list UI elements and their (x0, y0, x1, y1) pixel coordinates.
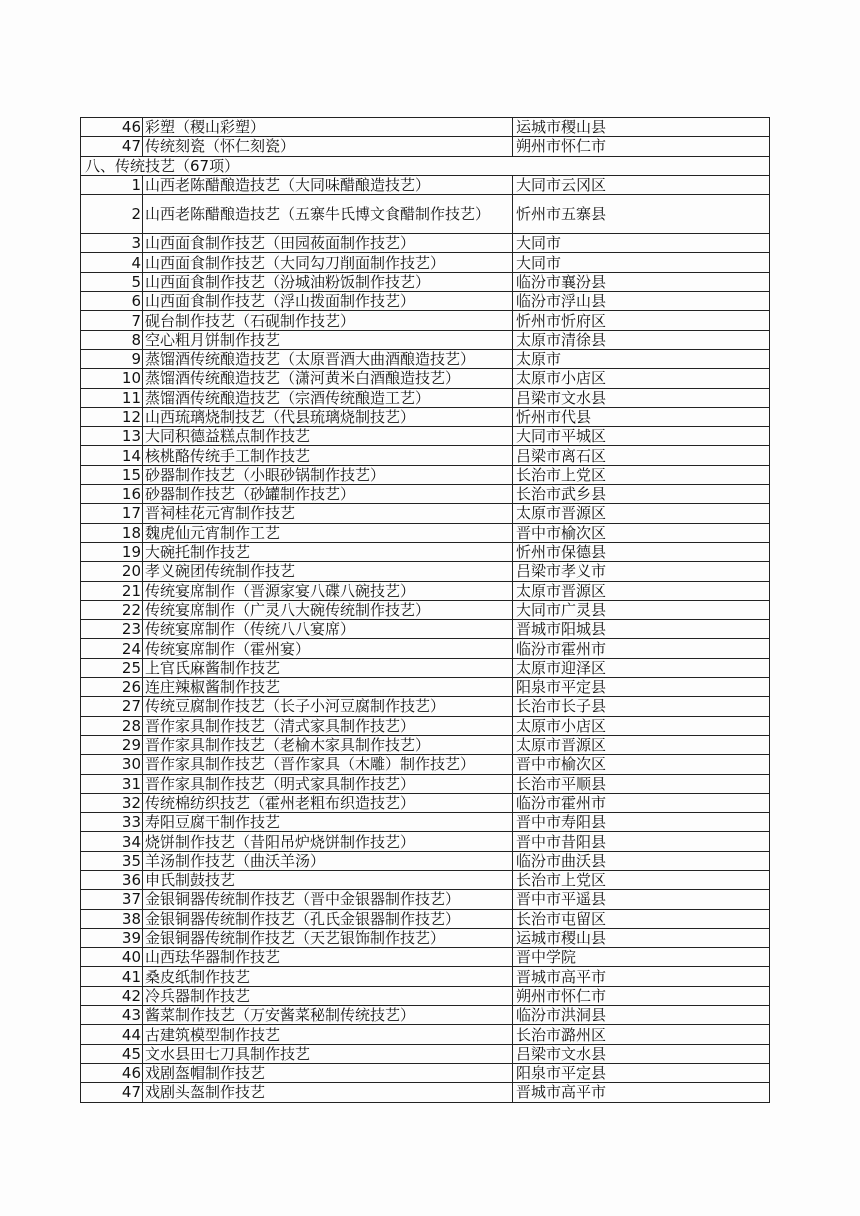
item-name: 魏虎仙元宵制作工艺 (143, 523, 513, 542)
item-name: 晋作家具制作技艺（老榆木家具制作技艺） (143, 735, 513, 754)
table-row (81, 504, 770, 523)
table-row (81, 639, 770, 658)
item-name: 传统棉纺织技艺（霍州老粗布织造技艺） (143, 793, 513, 812)
table-row (81, 427, 770, 446)
item-region: 晋中市昔阳县 (513, 832, 770, 851)
item-name: 核桃酪传统手工制作技艺 (143, 446, 513, 465)
table-row (81, 581, 770, 600)
row-number: 27 (81, 697, 143, 716)
item-name: 空心粗月饼制作技艺 (143, 330, 513, 349)
row-number: 10 (81, 369, 143, 388)
item-region: 晋中市寿阳县 (513, 813, 770, 832)
row-number: 40 (81, 948, 143, 967)
table-row (81, 1063, 770, 1082)
heritage-list-body (81, 118, 770, 1103)
item-name: 山西老陈醋酿造技艺（大同味醋酿造技艺） (143, 175, 513, 194)
item-region: 朔州市怀仁市 (513, 137, 770, 156)
item-region: 阳泉市平定县 (513, 678, 770, 697)
item-name: 大同积德益糕点制作技艺 (143, 427, 513, 446)
row-number: 35 (81, 851, 143, 870)
row-number: 46 (81, 118, 143, 137)
item-name: 连庄辣椒酱制作技艺 (143, 678, 513, 697)
item-region: 长治市长子县 (513, 697, 770, 716)
item-name: 山西面食制作技艺（田园莜面制作技艺） (143, 234, 513, 253)
table-row (81, 697, 770, 716)
item-name: 戏剧盔帽制作技艺 (143, 1063, 513, 1082)
item-region: 晋城市高平市 (513, 967, 770, 986)
table-row (81, 1083, 770, 1102)
item-region: 太原市 (513, 349, 770, 368)
item-name: 山西面食制作技艺（大同勾刀削面制作技艺） (143, 253, 513, 272)
table-row (81, 774, 770, 793)
item-name: 金银铜器传统制作技艺（天艺银饰制作技艺） (143, 928, 513, 947)
table-row (81, 890, 770, 909)
row-number: 16 (81, 485, 143, 504)
row-number: 28 (81, 716, 143, 735)
item-region: 太原市晋源区 (513, 581, 770, 600)
row-number: 13 (81, 427, 143, 446)
item-region: 晋中市平遥县 (513, 890, 770, 909)
row-number: 6 (81, 292, 143, 311)
item-name: 羊汤制作技艺（曲沃羊汤） (143, 851, 513, 870)
table-row (81, 735, 770, 754)
item-name: 孝义碗团传统制作技艺 (143, 562, 513, 581)
item-name: 传统宴席制作（晋源家宴八碟八碗技艺） (143, 581, 513, 600)
item-region: 长治市潞州区 (513, 1025, 770, 1044)
item-region: 晋中市榆次区 (513, 755, 770, 774)
table-row (81, 620, 770, 639)
heritage-list-table (80, 117, 770, 1103)
item-name: 金银铜器传统制作技艺（晋中金银器制作技艺） (143, 890, 513, 909)
row-number: 18 (81, 523, 143, 542)
table-row (81, 793, 770, 812)
item-name: 传统宴席制作（传统八八宴席） (143, 620, 513, 639)
table-row (81, 928, 770, 947)
row-number: 20 (81, 562, 143, 581)
table-row (81, 658, 770, 677)
item-name: 山西珐华器制作技艺 (143, 948, 513, 967)
row-number: 22 (81, 600, 143, 619)
table-row (81, 1044, 770, 1063)
table-row (81, 407, 770, 426)
item-region: 太原市小店区 (513, 716, 770, 735)
item-region: 大同市平城区 (513, 427, 770, 446)
row-number: 9 (81, 349, 143, 368)
row-number: 43 (81, 1006, 143, 1025)
item-name: 金银铜器传统制作技艺（孔氏金银器制作技艺） (143, 909, 513, 928)
row-number: 36 (81, 870, 143, 889)
item-name: 山西琉璃烧制技艺（代县琉璃烧制技艺） (143, 407, 513, 426)
row-number: 46 (81, 1063, 143, 1082)
item-name: 酱菜制作技艺（万安酱菜秘制传统技艺） (143, 1006, 513, 1025)
item-region: 太原市清徐县 (513, 330, 770, 349)
table-row (81, 253, 770, 272)
item-region: 长治市屯留区 (513, 909, 770, 928)
item-name: 山西面食制作技艺（汾城油粉饭制作技艺） (143, 272, 513, 291)
row-number: 44 (81, 1025, 143, 1044)
item-region: 朔州市怀仁市 (513, 986, 770, 1005)
table-row (81, 755, 770, 774)
table-row (81, 118, 770, 137)
row-number: 7 (81, 311, 143, 330)
row-number: 5 (81, 272, 143, 291)
item-region: 忻州市保德县 (513, 542, 770, 561)
row-number: 31 (81, 774, 143, 793)
item-name: 寿阳豆腐干制作技艺 (143, 813, 513, 832)
item-region: 临汾市霍州市 (513, 639, 770, 658)
item-region: 长治市上党区 (513, 465, 770, 484)
row-number: 33 (81, 813, 143, 832)
table-row (81, 311, 770, 330)
row-number: 15 (81, 465, 143, 484)
row-number: 47 (81, 1083, 143, 1102)
item-name: 晋作家具制作技艺（明式家具制作技艺） (143, 774, 513, 793)
item-region: 大同市 (513, 234, 770, 253)
item-name: 山西老陈醋酿造技艺（五寨牛氏博文食醋制作技艺） (143, 195, 513, 234)
item-name: 戏剧头盔制作技艺 (143, 1083, 513, 1102)
item-name: 晋作家具制作技艺（清式家具制作技艺） (143, 716, 513, 735)
item-region: 临汾市霍州市 (513, 793, 770, 812)
item-region: 临汾市襄汾县 (513, 272, 770, 291)
item-region: 太原市迎泽区 (513, 658, 770, 677)
table-row (81, 716, 770, 735)
item-name: 大碗托制作技艺 (143, 542, 513, 561)
item-name: 山西面食制作技艺（浮山拨面制作技艺） (143, 292, 513, 311)
table-row (81, 272, 770, 291)
section-title: 八、传统技艺（67项） (81, 156, 770, 175)
item-region: 长治市武乡县 (513, 485, 770, 504)
table-row (81, 369, 770, 388)
table-row (81, 851, 770, 870)
item-name: 砂器制作技艺（砂罐制作技艺） (143, 485, 513, 504)
table-row (81, 678, 770, 697)
row-number: 21 (81, 581, 143, 600)
item-name: 砚台制作技艺（石砚制作技艺） (143, 311, 513, 330)
table-row (81, 1006, 770, 1025)
table-row (81, 967, 770, 986)
table-row (81, 562, 770, 581)
table-row (81, 388, 770, 407)
item-name: 传统宴席制作（广灵八大碗传统制作技艺） (143, 600, 513, 619)
row-number: 45 (81, 1044, 143, 1063)
row-number: 14 (81, 446, 143, 465)
item-name: 古建筑模型制作技艺 (143, 1025, 513, 1044)
row-number: 26 (81, 678, 143, 697)
item-region: 临汾市洪洞县 (513, 1006, 770, 1025)
item-region: 吕梁市文水县 (513, 1044, 770, 1063)
item-region: 阳泉市平定县 (513, 1063, 770, 1082)
table-row (81, 292, 770, 311)
item-region: 运城市稷山县 (513, 928, 770, 947)
table-row (81, 330, 770, 349)
table-row (81, 137, 770, 156)
item-region: 晋城市高平市 (513, 1083, 770, 1102)
row-number: 3 (81, 234, 143, 253)
item-region: 临汾市曲沃县 (513, 851, 770, 870)
item-region: 太原市小店区 (513, 369, 770, 388)
row-number: 17 (81, 504, 143, 523)
row-number: 41 (81, 967, 143, 986)
item-region: 大同市云冈区 (513, 175, 770, 194)
row-number: 42 (81, 986, 143, 1005)
item-region: 忻州市代县 (513, 407, 770, 426)
item-name: 烧饼制作技艺（昔阳吊炉烧饼制作技艺） (143, 832, 513, 851)
item-name: 传统宴席制作（霍州宴） (143, 639, 513, 658)
item-name: 传统豆腐制作技艺（长子小河豆腐制作技艺） (143, 697, 513, 716)
table-row (81, 175, 770, 194)
row-number: 30 (81, 755, 143, 774)
row-number: 24 (81, 639, 143, 658)
item-name: 彩塑（稷山彩塑） (143, 118, 513, 137)
table-row (81, 909, 770, 928)
table-row (81, 832, 770, 851)
item-region: 运城市稷山县 (513, 118, 770, 137)
item-name: 文水县田七刀具制作技艺 (143, 1044, 513, 1063)
item-region: 晋中市榆次区 (513, 523, 770, 542)
table-row (81, 813, 770, 832)
item-name: 蒸馏酒传统酿造技艺（太原晋酒大曲酒酿造技艺） (143, 349, 513, 368)
item-region: 长治市上党区 (513, 870, 770, 889)
row-number: 32 (81, 793, 143, 812)
row-number: 11 (81, 388, 143, 407)
row-number: 8 (81, 330, 143, 349)
item-region: 临汾市浮山县 (513, 292, 770, 311)
item-region: 大同市广灵县 (513, 600, 770, 619)
item-name: 蒸馏酒传统酿造技艺（宗酒传统酿造工艺） (143, 388, 513, 407)
row-number: 29 (81, 735, 143, 754)
table-row (81, 870, 770, 889)
section-header-row (81, 156, 770, 175)
item-region: 晋中学院 (513, 948, 770, 967)
item-region: 忻州市五寨县 (513, 195, 770, 234)
row-number: 25 (81, 658, 143, 677)
row-number: 34 (81, 832, 143, 851)
item-name: 上官氏麻酱制作技艺 (143, 658, 513, 677)
table-row (81, 948, 770, 967)
item-name: 蒸馏酒传统酿造技艺（潇河黄米白酒酿造技艺） (143, 369, 513, 388)
item-region: 吕梁市孝义市 (513, 562, 770, 581)
row-number: 47 (81, 137, 143, 156)
table-row (81, 349, 770, 368)
row-number: 39 (81, 928, 143, 947)
row-number: 19 (81, 542, 143, 561)
item-name: 晋祠桂花元宵制作技艺 (143, 504, 513, 523)
item-name: 桑皮纸制作技艺 (143, 967, 513, 986)
table-row (81, 523, 770, 542)
row-number: 12 (81, 407, 143, 426)
row-number: 4 (81, 253, 143, 272)
item-region: 吕梁市离石区 (513, 446, 770, 465)
table-row (81, 485, 770, 504)
item-region: 太原市晋源区 (513, 735, 770, 754)
table-row (81, 600, 770, 619)
item-region: 大同市 (513, 253, 770, 272)
table-row (81, 1025, 770, 1044)
row-number: 2 (81, 195, 143, 234)
row-number: 23 (81, 620, 143, 639)
item-name: 晋作家具制作技艺（晋作家具（木雕）制作技艺） (143, 755, 513, 774)
row-number: 1 (81, 175, 143, 194)
item-region: 吕梁市文水县 (513, 388, 770, 407)
item-region: 太原市晋源区 (513, 504, 770, 523)
item-name: 冷兵器制作技艺 (143, 986, 513, 1005)
item-name: 传统刻瓷（怀仁刻瓷） (143, 137, 513, 156)
table-row (81, 446, 770, 465)
table-row (81, 986, 770, 1005)
table-row (81, 195, 770, 234)
table-row (81, 542, 770, 561)
table-row (81, 465, 770, 484)
item-region: 长治市平顺县 (513, 774, 770, 793)
row-number: 37 (81, 890, 143, 909)
item-name: 砂器制作技艺（小眼砂锅制作技艺） (143, 465, 513, 484)
item-name: 申氏制鼓技艺 (143, 870, 513, 889)
item-region: 晋城市阳城县 (513, 620, 770, 639)
item-region: 忻州市忻府区 (513, 311, 770, 330)
table-row (81, 234, 770, 253)
row-number: 38 (81, 909, 143, 928)
